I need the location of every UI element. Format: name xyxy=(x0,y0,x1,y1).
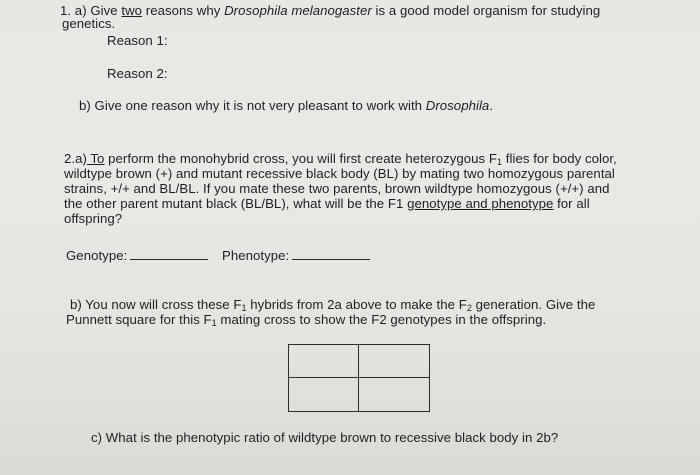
q2b-l2-a: Punnett square for this F xyxy=(66,312,212,327)
punnett-cell-top-left[interactable] xyxy=(289,345,359,378)
phenotype-blank[interactable] xyxy=(292,248,370,260)
q2b-l2-b: mating cross to show the F2 genotypes in the offspring. xyxy=(216,312,547,327)
phenotype-label: Phenotype: xyxy=(222,248,290,263)
q2a-text-end: flies for body color, xyxy=(502,151,617,166)
q2a-number: 2.a) xyxy=(64,151,87,166)
q1a-line1 xyxy=(60,3,600,19)
q2b-l2-subscript: 1 xyxy=(211,318,217,328)
q1a-line2: genetics. xyxy=(62,16,116,31)
q2a-underlined-to: To xyxy=(86,151,105,166)
q1a-text-post: is a good model organism for studying xyxy=(371,3,601,18)
q1b-text-pre: b) Give one reason why it is not very pleasant to work with xyxy=(79,98,426,113)
q2b-text-c: generation. Give the xyxy=(471,297,596,312)
q1b-question xyxy=(79,98,493,114)
q2c-question: c) What is the phenotypic ratio of wildtype brown to recessive black body in 2b? xyxy=(91,430,559,445)
punnett-square xyxy=(288,344,430,412)
q1a-text-mid: reasons why xyxy=(142,3,225,18)
q2b-text-b: hybrids from 2a above to make the F xyxy=(246,297,467,312)
q1a-underlined-two: two xyxy=(121,3,143,18)
q2a-text: perform the monohybrid cross, you will first create heterozygous F xyxy=(104,151,497,166)
q2b-line2 xyxy=(66,312,546,331)
q1a-species-name: Drosophila melanogaster xyxy=(224,3,372,18)
genotype-blank[interactable] xyxy=(130,248,208,260)
reason-2-label: Reason 2: xyxy=(107,66,168,81)
punnett-cell-top-right[interactable] xyxy=(359,345,429,378)
q1a-text-pre: 1. a) Give xyxy=(60,3,122,18)
q2a-line4 xyxy=(64,196,590,212)
q1b-species-name: Drosophila xyxy=(425,98,490,113)
q2b-subscript-1: 1 xyxy=(241,303,247,313)
genotype-label: Genotype: xyxy=(66,248,128,263)
q2a-line2: wildtype brown (+) and mutant recessive black body (BL) by mating two homozygous parental xyxy=(64,166,615,181)
q2b-subscript-2: 2 xyxy=(466,303,472,313)
q2a-subscript: 1 xyxy=(497,157,503,167)
phenotype-answer xyxy=(222,248,370,264)
q2a-line3: strains, +/+ and BL/BL. If you mate these two parents, brown wildtype homozygous (+/+) and xyxy=(64,181,610,196)
punnett-cell-bottom-left[interactable] xyxy=(289,378,359,411)
reason-1-label: Reason 1: xyxy=(107,33,168,48)
q2a-l4-pre: the other parent mutant black (BL/BL), what will be the F1 xyxy=(64,196,408,211)
punnett-cell-bottom-right[interactable] xyxy=(359,378,429,411)
q2a-l4-post: for all xyxy=(553,196,590,211)
q2a-underlined-genotype-phenotype: genotype and phenotype xyxy=(407,196,554,211)
q2a-line5: offspring? xyxy=(64,211,123,226)
q1b-text-post: . xyxy=(489,98,494,113)
genotype-answer xyxy=(66,248,208,264)
q2b-text-a: b) You now will cross these F xyxy=(70,297,242,312)
